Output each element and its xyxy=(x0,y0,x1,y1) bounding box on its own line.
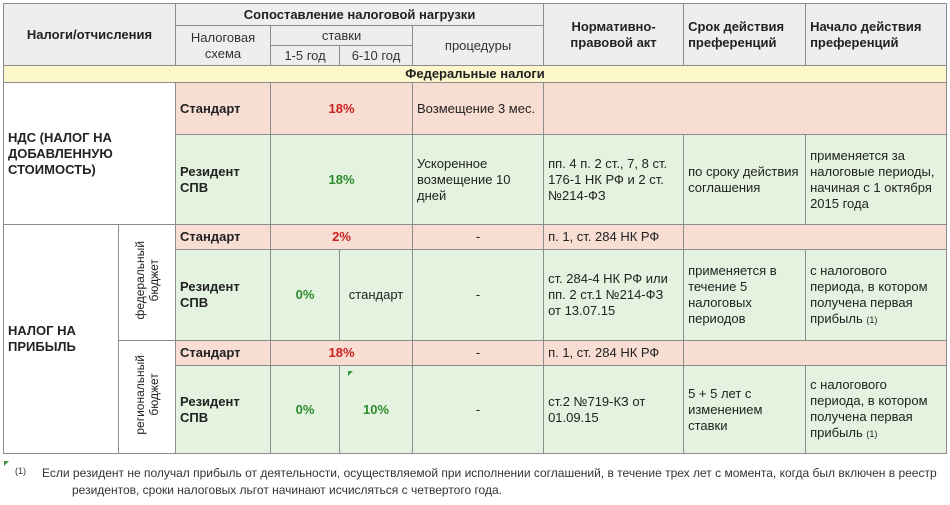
header-term: Срок действия преференций xyxy=(684,4,806,66)
vat-name: НДС (НАЛОГ НА ДОБАВЛЕННУЮ СТОИМОСТЬ) xyxy=(4,83,176,225)
profit-regional-standard-procedure: - xyxy=(413,341,544,366)
profit-name: НАЛОГ НА ПРИБЫЛЬ xyxy=(4,225,119,454)
regional-budget-label: региональный бюджет xyxy=(119,341,176,454)
vat-standard-procedure: Возмещение 3 мес. xyxy=(413,83,544,135)
profit-federal-resident-rate-6-10: стандарт xyxy=(340,250,413,341)
profit-federal-standard-procedure: - xyxy=(413,225,544,250)
profit-regional-resident-start xyxy=(806,366,947,454)
footnote xyxy=(12,465,937,499)
header-rates: ставки xyxy=(271,26,413,46)
vat-resident-scheme: Резидент СПВ xyxy=(176,135,271,225)
header-legal-act: Нормативно-правовой акт xyxy=(544,4,684,66)
profit-federal-standard-scheme: Стандарт xyxy=(176,225,271,250)
section-federal-taxes: Федеральные налоги xyxy=(4,66,947,83)
profit-federal-standard-rate: 2% xyxy=(271,225,413,250)
vat-standard-scheme: Стандарт xyxy=(176,83,271,135)
profit-regional-resident-procedure: - xyxy=(413,366,544,454)
cell-marker-icon xyxy=(4,461,9,466)
cell-marker-icon xyxy=(348,371,353,376)
profit-regional-resident-rate-1-5: 0% xyxy=(271,366,340,454)
footnote-text: Если резидент не получал прибыль от деятельности, осуществляемой при исполнении соглашений, в течение трех лет с момента, когда был включен в реестр резидентов, сроки налоговых льгот начинают исчисляться с четвертого года. xyxy=(42,466,937,497)
profit-regional-standard-legal-act: п. 1, ст. 284 НК РФ xyxy=(544,341,684,366)
profit-federal-resident-rate-1-5: 0% xyxy=(271,250,340,341)
vat-resident-rate: 18% xyxy=(271,135,413,225)
profit-federal-standard-legal-act: п. 1, ст. 284 НК РФ xyxy=(544,225,684,250)
profit-regional-resident-start-text: с налогового периода, в котором получена первая прибыль xyxy=(810,377,928,440)
profit-regional-resident-legal-act: ст.2 №719-КЗ от 01.09.15 xyxy=(544,366,684,454)
profit-regional-standard-empty xyxy=(684,341,947,366)
profit-regional-standard-rate: 18% xyxy=(271,341,413,366)
profit-federal-resident-procedure: - xyxy=(413,250,544,341)
profit-regional-standard-scheme: Стандарт xyxy=(176,341,271,366)
profit-federal-resident-legal-act: ст. 284-4 НК РФ или пп. 2 ст.1 №214-ФЗ от 13.07.15 xyxy=(544,250,684,341)
profit-federal-resident-start xyxy=(806,250,947,341)
profit-regional-resident-term: 5 + 5 лет с изменением ставки xyxy=(684,366,806,454)
header-procedures: процедуры xyxy=(413,26,544,66)
profit-regional-resident-scheme: Резидент СПВ xyxy=(176,366,271,454)
footnote-ref: (1) xyxy=(866,429,878,439)
profit-federal-resident-scheme: Резидент СПВ xyxy=(176,250,271,341)
vat-resident-procedure: Ускоренное возмещение 10 дней xyxy=(413,135,544,225)
footnote-mark: (1) xyxy=(15,466,26,476)
vat-resident-legal-act: пп. 4 п. 2 ст., 7, 8 ст. 176-1 НК РФ и 2 ст. №214-ФЗ xyxy=(544,135,684,225)
vat-resident-start: применяется за налоговые периоды, начиная с 1 октября 2015 года xyxy=(806,135,947,225)
header-scheme: Налоговая схема xyxy=(176,26,271,66)
vat-standard-empty xyxy=(544,83,947,135)
header-rate-6-10: 6-10 год xyxy=(340,46,413,66)
header-taxes: Налоги/отчисления xyxy=(4,4,176,66)
vat-standard-rate: 18% xyxy=(271,83,413,135)
profit-federal-resident-start-text: с налогового периода, в котором получена первая прибыль xyxy=(810,262,928,326)
header-rate-1-5: 1-5 год xyxy=(271,46,340,66)
federal-budget-label: федеральный бюджет xyxy=(119,225,176,341)
vat-resident-term: по сроку действия соглашения xyxy=(684,135,806,225)
profit-regional-resident-rate-6-10: 10% xyxy=(340,366,413,454)
header-comparison: Сопоставление налоговой нагрузки xyxy=(176,4,544,26)
tax-comparison-table xyxy=(3,3,947,454)
footnote-ref: (1) xyxy=(866,314,878,325)
profit-federal-resident-term: применяется в течение 5 налоговых периодов xyxy=(684,250,806,341)
header-start: Начало действия преференций xyxy=(806,4,947,66)
profit-federal-standard-empty xyxy=(684,225,947,250)
